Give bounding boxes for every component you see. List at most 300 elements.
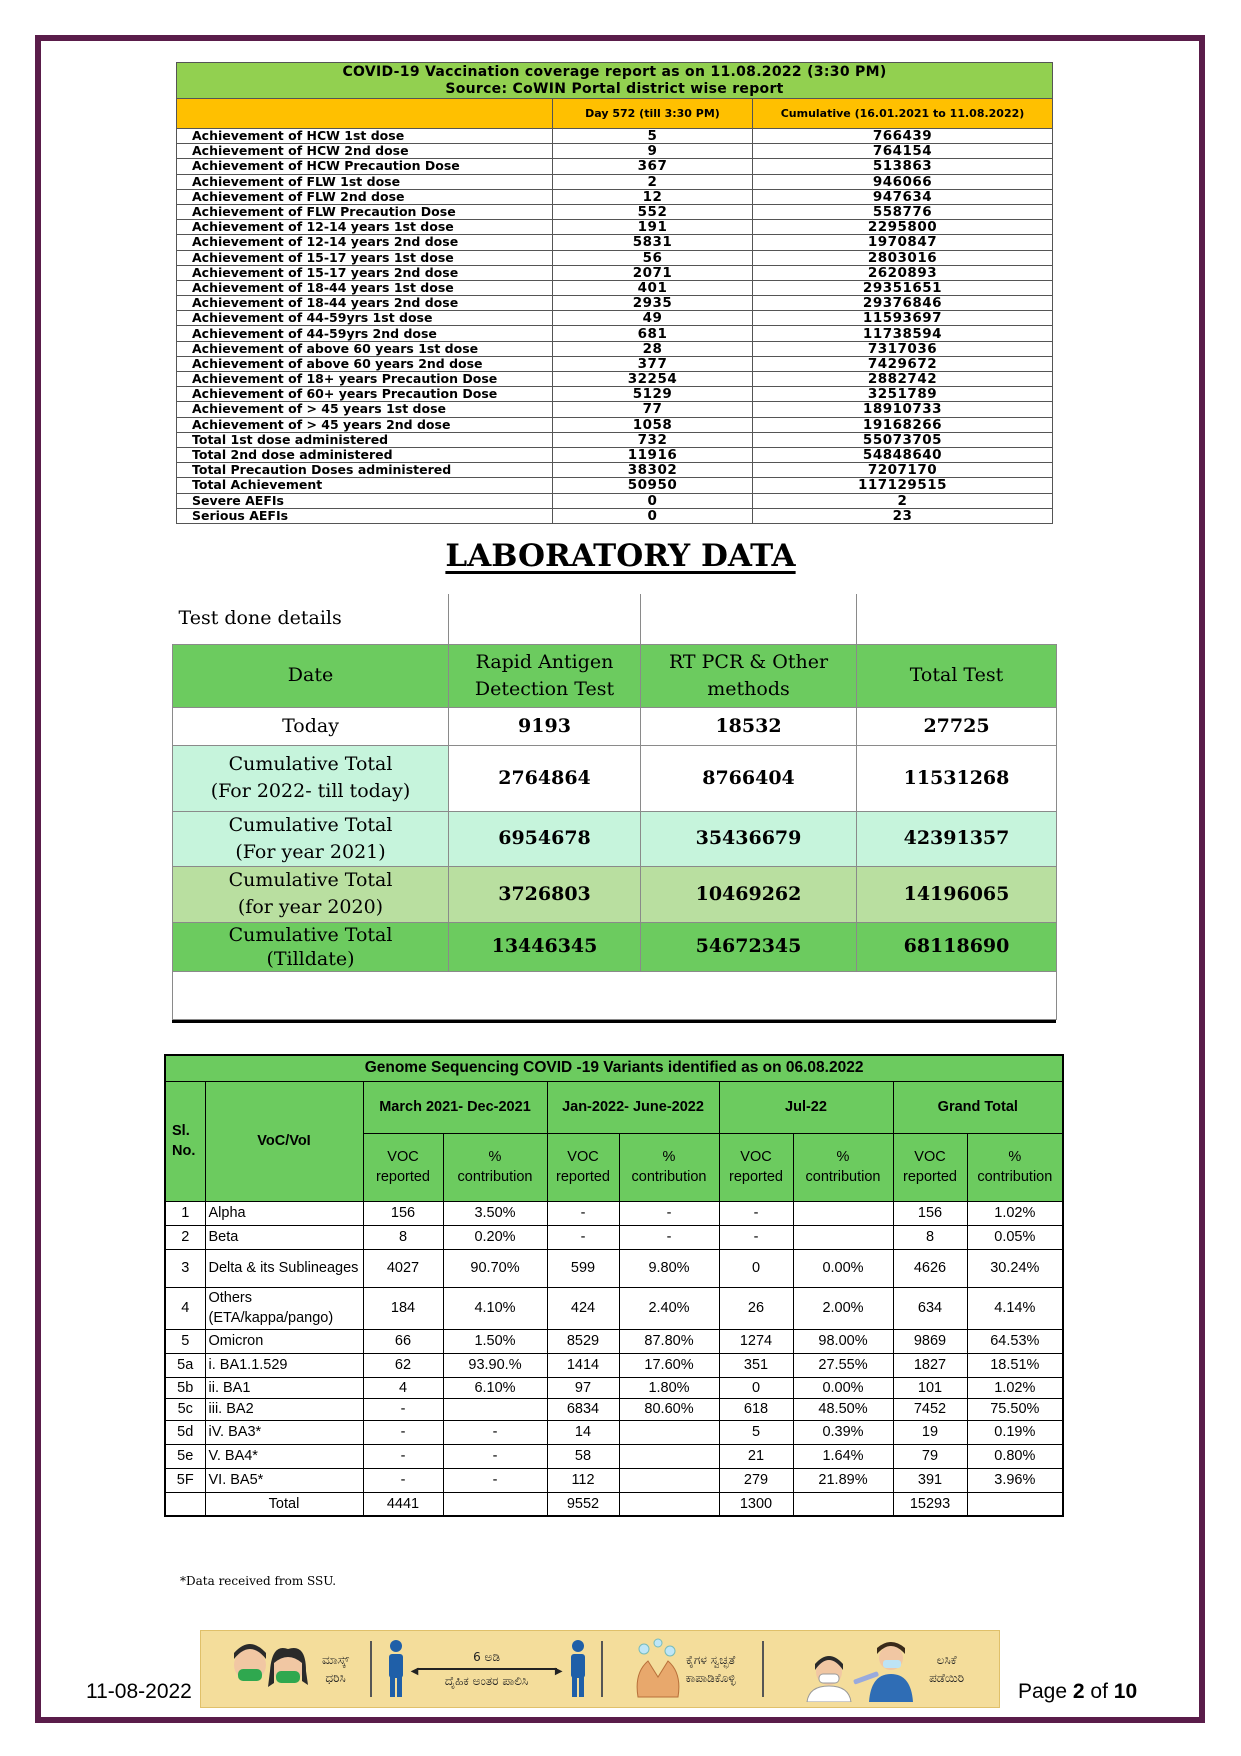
vaccination-row <box>177 508 1053 523</box>
row-cumulative-value: 19168266 <box>753 417 1053 432</box>
pct-contribution: 80.60% <box>619 1398 719 1420</box>
variant-sl: 5d <box>165 1420 205 1444</box>
voc-count: 0 <box>719 1377 793 1398</box>
today-rapid: 9193 <box>449 707 641 745</box>
total-pct <box>793 1492 893 1516</box>
header-total: Total Test <box>857 644 1057 707</box>
row-day-value: 552 <box>553 204 753 219</box>
row-cumulative-value: 23 <box>753 508 1053 523</box>
row-label: Achievement of 60+ years Precaution Dose <box>177 387 553 402</box>
voc-count: 6834 <box>547 1398 619 1420</box>
row-label: Achievement of > 45 years 2nd dose <box>177 417 553 432</box>
today-total: 27725 <box>857 707 1057 745</box>
variant-sl: 5b <box>165 1377 205 1398</box>
voc-count: 391 <box>893 1468 967 1492</box>
vaccination-row <box>177 372 1053 387</box>
row-label: Total 1st dose administered <box>177 432 553 447</box>
row-cumulative-value: 117129515 <box>753 478 1053 493</box>
variant-row <box>165 1287 1063 1329</box>
pct-contribution: - <box>619 1201 719 1225</box>
mask-text: ಮಾಸ್ಕ್ ಧರಿಸಿ <box>322 1653 350 1685</box>
vaccination-row <box>177 478 1053 493</box>
row-label: Severe AEFIs <box>177 493 553 508</box>
voc-count: 634 <box>893 1287 967 1329</box>
variant-sl: 5c <box>165 1398 205 1420</box>
row-day-value: 681 <box>553 326 753 341</box>
vaccination-row <box>177 144 1053 159</box>
row-label: Achievement of 18-44 years 1st dose <box>177 280 553 295</box>
voc-count: 26 <box>719 1287 793 1329</box>
pct-contribution: 1.64% <box>793 1444 893 1468</box>
row-cumulative-value: 766439 <box>753 129 1053 144</box>
row-day-value: 377 <box>553 356 753 371</box>
pct-contribution <box>619 1468 719 1492</box>
variant-name: iV. BA3* <box>205 1420 363 1444</box>
voc-count: 1414 <box>547 1353 619 1377</box>
row-day-value: 5129 <box>553 387 753 402</box>
voc-count: 279 <box>719 1468 793 1492</box>
voc-count: - <box>719 1201 793 1225</box>
mask-faces-icon <box>222 1637 322 1701</box>
variant-name: i. BA1.1.529 <box>205 1353 363 1377</box>
handwash-text: ಕೈಗಳ ಸ್ವಚ್ಛತೆ ಕಾಪಾಡಿಕೊಳ್ಳಿ <box>685 1653 736 1685</box>
cum2020-total: 14196065 <box>857 866 1057 922</box>
sub-pct-contribution: % contribution <box>967 1133 1063 1201</box>
variant-row <box>165 1468 1063 1492</box>
row-label: Achievement of 15-17 years 2nd dose <box>177 265 553 280</box>
row-label: Achievement of 44-59yrs 2nd dose <box>177 326 553 341</box>
header-voc: VoC/VoI <box>205 1081 363 1201</box>
genome-table <box>164 1054 1064 1517</box>
row-day-value: 38302 <box>553 463 753 478</box>
vaccination-row <box>177 387 1053 402</box>
row-label: Achievement of FLW Precaution Dose <box>177 204 553 219</box>
voc-count: 1274 <box>719 1329 793 1353</box>
row-label: Total Precaution Doses administered <box>177 463 553 478</box>
pct-contribution: 0.19% <box>967 1420 1063 1444</box>
header-sl: Sl. No. <box>165 1081 205 1201</box>
pct-contribution: 4.14% <box>967 1287 1063 1329</box>
row-label: Achievement of above 60 years 2nd dose <box>177 356 553 371</box>
row-day-value: 2071 <box>553 265 753 280</box>
voc-count: 112 <box>547 1468 619 1492</box>
vaccination-row <box>177 493 1053 508</box>
total-pct <box>967 1492 1063 1516</box>
footer-page: Page 2 of 10 <box>1018 1680 1138 1703</box>
voc-count: 424 <box>547 1287 619 1329</box>
pct-contribution: 9.80% <box>619 1249 719 1287</box>
row-cumulative-value: 558776 <box>753 204 1053 219</box>
total-voc-count: 9552 <box>547 1492 619 1516</box>
vaccination-row <box>177 235 1053 250</box>
row-day-value: 1058 <box>553 417 753 432</box>
variant-name: iii. BA2 <box>205 1398 363 1420</box>
person-icon <box>567 1639 589 1699</box>
pct-contribution: 0.05% <box>967 1225 1063 1249</box>
vaccine-text: ಲಸಿಕೆ ಪಡೆಯಿರಿ <box>929 1653 965 1685</box>
today-rtpcr: 18532 <box>641 707 857 745</box>
header-blank <box>177 99 553 129</box>
row-label: Achievement of 12-14 years 2nd dose <box>177 235 553 250</box>
voc-count: 351 <box>719 1353 793 1377</box>
row-label: Achievement of 12-14 years 1st dose <box>177 220 553 235</box>
handwash-icon <box>630 1637 686 1701</box>
variant-row <box>165 1420 1063 1444</box>
row-label: Achievement of > 45 years 1st dose <box>177 402 553 417</box>
row-day-value: 77 <box>553 402 753 417</box>
row-cum2021-label: Cumulative Total (For year 2021) <box>173 811 449 866</box>
row-label: Achievement of FLW 2nd dose <box>177 189 553 204</box>
cum2022-total: 11531268 <box>857 745 1057 811</box>
voc-count: 19 <box>893 1420 967 1444</box>
voc-count: 0 <box>719 1249 793 1287</box>
row-day-value: 49 <box>553 311 753 326</box>
row-day-value: 191 <box>553 220 753 235</box>
pct-contribution: 0.80% <box>967 1444 1063 1468</box>
row-label: Achievement of 18+ years Precaution Dose <box>177 372 553 387</box>
voc-count: 62 <box>363 1353 443 1377</box>
row-cumulative-value: 7429672 <box>753 356 1053 371</box>
cum2020-rtpcr: 10469262 <box>641 866 857 922</box>
row-label: Total 2nd dose administered <box>177 447 553 462</box>
vaccination-row <box>177 296 1053 311</box>
safety-banner <box>200 1630 1000 1708</box>
row-cumulative-value: 7317036 <box>753 341 1053 356</box>
row-label: Achievement of 44-59yrs 1st dose <box>177 311 553 326</box>
variant-sl: 5e <box>165 1444 205 1468</box>
pct-contribution: 1.02% <box>967 1377 1063 1398</box>
pct-contribution: 48.50% <box>793 1398 893 1420</box>
voc-count: 184 <box>363 1287 443 1329</box>
pct-contribution: 3.96% <box>967 1468 1063 1492</box>
pct-contribution: 90.70% <box>443 1249 547 1287</box>
section-rule <box>172 1020 1056 1023</box>
vaccination-row <box>177 402 1053 417</box>
row-day-value: 401 <box>553 280 753 295</box>
pct-contribution: 0.00% <box>793 1377 893 1398</box>
voc-count: 5 <box>719 1420 793 1444</box>
voc-count: 4 <box>363 1377 443 1398</box>
row-cumulative-value: 947634 <box>753 189 1053 204</box>
pct-contribution: 75.50% <box>967 1398 1063 1420</box>
variant-sl: 1 <box>165 1201 205 1225</box>
variant-name: Omicron <box>205 1329 363 1353</box>
voc-count: - <box>363 1468 443 1492</box>
row-cumulative-value: 3251789 <box>753 387 1053 402</box>
footnote: *Data received from SSU. <box>180 1574 337 1588</box>
header-rtpcr: RT PCR & Other methods <box>641 644 857 707</box>
vaccination-row <box>177 326 1053 341</box>
voc-count: 58 <box>547 1444 619 1468</box>
vaccination-row <box>177 220 1053 235</box>
row-day-value: 50950 <box>553 478 753 493</box>
row-day-value: 32254 <box>553 372 753 387</box>
row-label: Total Achievement <box>177 478 553 493</box>
vaccination-row <box>177 447 1053 462</box>
vaccination-row <box>177 174 1053 189</box>
voc-count: - <box>363 1444 443 1468</box>
row-cumulative-value: 2295800 <box>753 220 1053 235</box>
handwash-segment <box>603 1631 762 1707</box>
variant-sl: 5F <box>165 1468 205 1492</box>
vaccination-row <box>177 159 1053 174</box>
vaccination-row <box>177 311 1053 326</box>
row-cum2020-label: Cumulative Total (for year 2020) <box>173 866 449 922</box>
variant-row <box>165 1225 1063 1249</box>
total-voc-count: 4441 <box>363 1492 443 1516</box>
sub-voc-reported: VOC reported <box>547 1133 619 1201</box>
variant-name: V. BA4* <box>205 1444 363 1468</box>
row-cumulative-value: 2882742 <box>753 372 1053 387</box>
row-day-value: 11916 <box>553 447 753 462</box>
row-label: Achievement of HCW Precaution Dose <box>177 159 553 174</box>
row-label: Achievement of 15-17 years 1st dose <box>177 250 553 265</box>
test-done-label: Test done details <box>173 594 449 644</box>
vaccination-table <box>176 62 1053 524</box>
voc-count: 8 <box>893 1225 967 1249</box>
pct-contribution: 27.55% <box>793 1353 893 1377</box>
voc-count: 8529 <box>547 1329 619 1353</box>
pct-contribution: 1.50% <box>443 1329 547 1353</box>
pct-contribution: 87.80% <box>619 1329 719 1353</box>
vaccination-row <box>177 250 1053 265</box>
pct-contribution <box>619 1444 719 1468</box>
cum2022-rtpcr: 8766404 <box>641 745 857 811</box>
row-day-value: 9 <box>553 144 753 159</box>
row-day-value: 2 <box>553 174 753 189</box>
pct-contribution: - <box>443 1420 547 1444</box>
vaccination-row <box>177 189 1053 204</box>
pct-contribution: 2.00% <box>793 1287 893 1329</box>
voc-count: 4027 <box>363 1249 443 1287</box>
voc-count: 599 <box>547 1249 619 1287</box>
variant-row <box>165 1377 1063 1398</box>
row-cumulative-value: 764154 <box>753 144 1053 159</box>
row-cumulative-value: 29376846 <box>753 296 1053 311</box>
pct-contribution: 4.10% <box>443 1287 547 1329</box>
row-day-value: 2935 <box>553 296 753 311</box>
lab-empty-row <box>173 971 1057 1019</box>
footer-date: 11-08-2022 <box>86 1680 192 1703</box>
variant-name: VI. BA5* <box>205 1468 363 1492</box>
row-day-value: 56 <box>553 250 753 265</box>
total-pct <box>619 1492 719 1516</box>
voc-count: - <box>547 1201 619 1225</box>
cum2022-rapid: 2764864 <box>449 745 641 811</box>
pct-contribution <box>793 1225 893 1249</box>
pct-contribution <box>443 1398 547 1420</box>
total-pct <box>443 1492 547 1516</box>
row-cumulative-value: 54848640 <box>753 447 1053 462</box>
row-cum2022-label: Cumulative Total (For 2022- till today) <box>173 745 449 811</box>
row-day-value: 0 <box>553 493 753 508</box>
total-voc-count: 1300 <box>719 1492 793 1516</box>
variant-name: Delta & its Sublineages <box>205 1249 363 1287</box>
row-day-value: 367 <box>553 159 753 174</box>
row-cumulative-value: 2 <box>753 493 1053 508</box>
voc-count: - <box>363 1420 443 1444</box>
row-cumulative-value: 2803016 <box>753 250 1053 265</box>
lab-heading: LABORATORY DATA <box>445 538 796 574</box>
voc-count: 14 <box>547 1420 619 1444</box>
row-today-label: Today <box>173 707 449 745</box>
row-cumall-label: Cumulative Total (Tilldate) <box>173 922 449 971</box>
variant-sl: 5 <box>165 1329 205 1353</box>
pct-contribution: 1.02% <box>967 1201 1063 1225</box>
sub-voc-reported: VOC reported <box>363 1133 443 1201</box>
pct-contribution: 0.39% <box>793 1420 893 1444</box>
pct-contribution <box>793 1201 893 1225</box>
pct-contribution: 1.80% <box>619 1377 719 1398</box>
vaccine-segment <box>764 1631 999 1707</box>
voc-count: 21 <box>719 1444 793 1468</box>
variant-sl: 2 <box>165 1225 205 1249</box>
vaccination-row <box>177 280 1053 295</box>
voc-count: 8 <box>363 1225 443 1249</box>
cumall-rapid: 13446345 <box>449 922 641 971</box>
vaccination-row <box>177 463 1053 478</box>
variant-row <box>165 1249 1063 1287</box>
variant-sl: 4 <box>165 1287 205 1329</box>
row-label: Achievement of above 60 years 1st dose <box>177 341 553 356</box>
period-4: Grand Total <box>893 1081 1063 1133</box>
row-cumulative-value: 2620893 <box>753 265 1053 280</box>
sub-pct-contribution: % contribution <box>793 1133 893 1201</box>
header-rapid: Rapid Antigen Detection Test <box>449 644 641 707</box>
pct-contribution: 30.24% <box>967 1249 1063 1287</box>
voc-count: 618 <box>719 1398 793 1420</box>
cumall-rtpcr: 54672345 <box>641 922 857 971</box>
total-label: Total <box>205 1492 363 1516</box>
pct-contribution: 3.50% <box>443 1201 547 1225</box>
row-day-value: 28 <box>553 341 753 356</box>
row-label: Achievement of HCW 2nd dose <box>177 144 553 159</box>
variant-row <box>165 1329 1063 1353</box>
pct-contribution: 0.00% <box>793 1249 893 1287</box>
total-row <box>165 1492 1063 1516</box>
variant-sl: 3 <box>165 1249 205 1287</box>
total-voc-count: 15293 <box>893 1492 967 1516</box>
sub-pct-contribution: % contribution <box>619 1133 719 1201</box>
row-day-value: 732 <box>553 432 753 447</box>
cum2021-rapid: 6954678 <box>449 811 641 866</box>
row-day-value: 12 <box>553 189 753 204</box>
distance-text: 6 ಅಡಿ ◀ ▶ ದೈಹಿಕ ಅಂತರ ಪಾಲಿಸಿ <box>410 1650 563 1688</box>
vaccination-row <box>177 265 1053 280</box>
period-2: Jan-2022- June-2022 <box>547 1081 719 1133</box>
cum2021-total: 42391357 <box>857 811 1057 866</box>
row-cumulative-value: 946066 <box>753 174 1053 189</box>
vaccination-row <box>177 204 1053 219</box>
voc-count: 101 <box>893 1377 967 1398</box>
pct-contribution: - <box>619 1225 719 1249</box>
vaccination-icon <box>799 1636 929 1702</box>
variant-name: Alpha <box>205 1201 363 1225</box>
pct-contribution: 98.00% <box>793 1329 893 1353</box>
vaccination-row <box>177 129 1053 144</box>
variant-row <box>165 1398 1063 1420</box>
variant-row <box>165 1353 1063 1377</box>
person-icon <box>385 1639 407 1699</box>
distance-arrow: ◀ ▶ <box>410 1666 563 1677</box>
row-cumulative-value: 11738594 <box>753 326 1053 341</box>
sub-voc-reported: VOC reported <box>893 1133 967 1201</box>
lab-table <box>172 594 1057 1020</box>
row-cumulative-value: 513863 <box>753 159 1053 174</box>
pct-contribution: 6.10% <box>443 1377 547 1398</box>
pct-contribution: - <box>443 1468 547 1492</box>
row-label: Achievement of FLW 1st dose <box>177 174 553 189</box>
cum2020-rapid: 3726803 <box>449 866 641 922</box>
row-label: Achievement of HCW 1st dose <box>177 129 553 144</box>
row-label: Serious AEFIs <box>177 508 553 523</box>
pct-contribution: 2.40% <box>619 1287 719 1329</box>
period-3: Jul-22 <box>719 1081 893 1133</box>
distance-segment <box>372 1631 601 1707</box>
cum2021-rtpcr: 35436679 <box>641 811 857 866</box>
header-day: Day 572 (till 3:30 PM) <box>553 99 753 129</box>
header-date: Date <box>173 644 449 707</box>
voc-count: 9869 <box>893 1329 967 1353</box>
pct-contribution: 0.20% <box>443 1225 547 1249</box>
variant-row <box>165 1201 1063 1225</box>
voc-count: 1827 <box>893 1353 967 1377</box>
row-day-value: 0 <box>553 508 753 523</box>
pct-contribution <box>619 1420 719 1444</box>
pct-contribution: 21.89% <box>793 1468 893 1492</box>
row-cumulative-value: 18910733 <box>753 402 1053 417</box>
row-cumulative-value: 1970847 <box>753 235 1053 250</box>
voc-count: - <box>547 1225 619 1249</box>
voc-count: 7452 <box>893 1398 967 1420</box>
row-cumulative-value: 29351651 <box>753 280 1053 295</box>
header-cumulative: Cumulative (16.01.2021 to 11.08.2022) <box>753 99 1053 129</box>
row-label: Achievement of 18-44 years 2nd dose <box>177 296 553 311</box>
voc-count: 156 <box>363 1201 443 1225</box>
vaccination-row <box>177 417 1053 432</box>
row-day-value: 5831 <box>553 235 753 250</box>
pct-contribution: - <box>443 1444 547 1468</box>
pct-contribution: 64.53% <box>967 1329 1063 1353</box>
voc-count: 79 <box>893 1444 967 1468</box>
variant-sl: 5a <box>165 1353 205 1377</box>
voc-count: 156 <box>893 1201 967 1225</box>
variant-name: Beta <box>205 1225 363 1249</box>
row-day-value: 5 <box>553 129 753 144</box>
variant-name: ii. BA1 <box>205 1377 363 1398</box>
variant-name: Others (ETA/kappa/pango) <box>205 1287 363 1329</box>
voc-count: 4626 <box>893 1249 967 1287</box>
voc-count: - <box>363 1398 443 1420</box>
vaccination-row <box>177 356 1053 371</box>
voc-count: 97 <box>547 1377 619 1398</box>
pct-contribution: 17.60% <box>619 1353 719 1377</box>
vaccination-row <box>177 341 1053 356</box>
voc-count: - <box>719 1225 793 1249</box>
vaccination-title: COVID-19 Vaccination coverage report as on 11.08.2022 (3:30 PM) Source: CoWIN Portal district wise report <box>177 63 1053 99</box>
cumall-total: 68118690 <box>857 922 1057 971</box>
period-1: March 2021- Dec-2021 <box>363 1081 547 1133</box>
row-cumulative-value: 55073705 <box>753 432 1053 447</box>
sub-pct-contribution: % contribution <box>443 1133 547 1201</box>
row-cumulative-value: 7207170 <box>753 463 1053 478</box>
pct-contribution: 18.51% <box>967 1353 1063 1377</box>
vaccination-row <box>177 432 1053 447</box>
sub-voc-reported: VOC reported <box>719 1133 793 1201</box>
mask-segment <box>201 1631 370 1707</box>
genome-title: Genome Sequencing COVID -19 Variants identified as on 06.08.2022 <box>165 1055 1063 1081</box>
pct-contribution: 93.90.% <box>443 1353 547 1377</box>
